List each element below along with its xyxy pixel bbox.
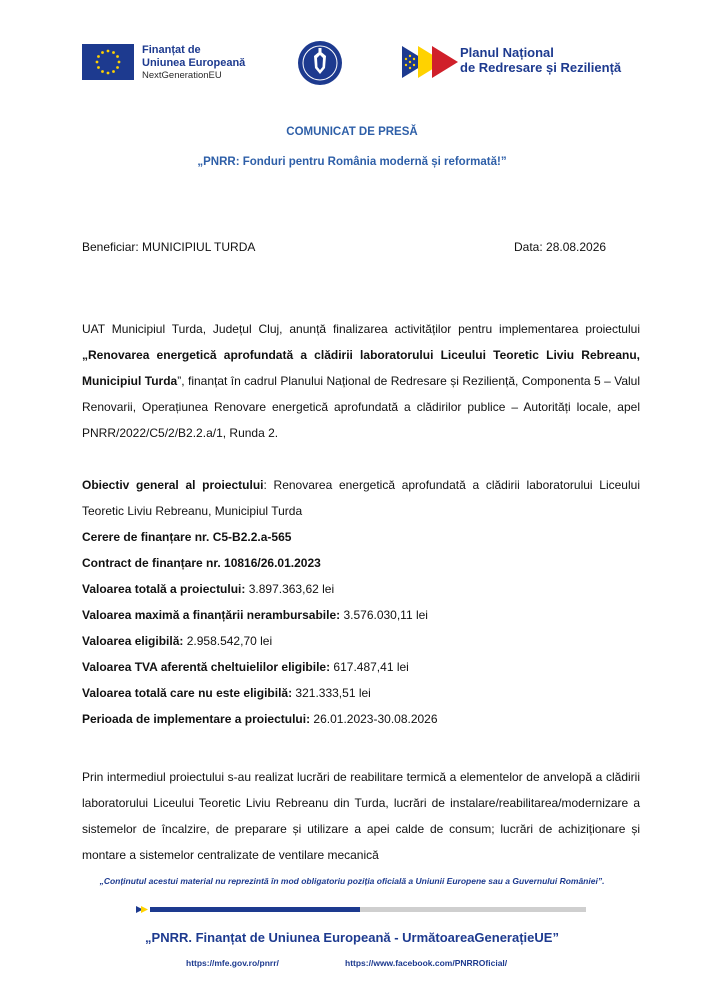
eu-star-icon [97, 55, 100, 58]
romanian-government-seal-icon [297, 40, 343, 86]
detail-label: Cerere de finanțare nr. C5-B2.2.a-565 [82, 530, 292, 544]
detail-row [82, 680, 640, 706]
pnrr-logo-line1: Planul Național [460, 45, 554, 60]
eu-logo-line1: Finanțat de [142, 44, 201, 56]
footer-slogan: „PNRR. Finanțat de Uniunea Europeană - UrmătoareaGenerațieUE” [145, 930, 559, 945]
eu-star-icon [116, 66, 119, 69]
project-details [82, 472, 640, 732]
eu-star-icon [101, 51, 104, 54]
detail-value: 617.487,41 lei [330, 660, 409, 674]
project-name: „Renovarea energetică aprofundată a clădirii laboratorului Liceului Teoretic Liviu Rebreanu, Municipiul Turda [82, 348, 640, 388]
eu-star-icon [118, 61, 121, 64]
intro-text-part1: UAT Municipiul Turda, Județul Cluj, anunță finalizarea activităților pentru implementarea proiectului [82, 322, 640, 336]
detail-value: : Renovarea energetică aprofundată a clădirii laboratorului Liceului Teoretic Liviu Rebreanu, Municipiul Turda [82, 478, 640, 518]
footer-disclaimer: „Conținutul acestui material nu reprezintă în mod obligatoriu poziția oficială a Uniunii Europene sau a Guvernului României”. [99, 876, 605, 886]
footer-divider-bar [136, 906, 586, 913]
pnrr-logo-line2: de Redresare și Reziliență [460, 60, 622, 75]
eu-logo-line3: NextGenerationEU [142, 70, 222, 81]
eu-star-icon [107, 72, 110, 75]
intro-paragraph [82, 316, 640, 446]
detail-value: 321.333,51 lei [292, 686, 371, 700]
facebook-page-link[interactable]: https://www.facebook.com/PNRROficial/ [345, 958, 508, 968]
press-release-subtitle: „PNRR: Fonduri pentru România modernă și reformată!” [197, 156, 507, 168]
mfe-website-link[interactable]: https://mfe.gov.ro/pnrr/ [186, 958, 279, 968]
document-header [0, 40, 704, 90]
detail-row [82, 706, 640, 732]
eu-star-icon [116, 55, 119, 58]
detail-row [82, 654, 640, 680]
detail-label: Valoarea totală care nu este eligibilă: [82, 686, 293, 700]
intro-text-part2: ”, finanțat în cadrul Planului Național de Redresare și Reziliență, Componenta 5 – Valul Renovarii, Operațiunea Renovare energetică aprofundată a clădirilor publice – Autorități locale, apel PNRR/2022/C5/2/B2.2.a/1, Runda 2. [82, 374, 640, 440]
detail-value: 3.897.363,62 lei [245, 582, 335, 596]
detail-label: Contract de finanțare nr. 10816/26.01.2023 [82, 556, 321, 570]
detail-label: Perioada de implementare a proiectului: [82, 712, 311, 726]
detail-label: Obiectiv general al proiectului [82, 478, 264, 492]
eu-flag-icon [82, 44, 134, 80]
press-release-title: COMUNICAT DE PRESĂ [286, 126, 418, 138]
detail-row [82, 602, 640, 628]
detail-label: Valoarea maximă a finanțării nerambursabile: [82, 608, 341, 622]
eu-star-icon [107, 50, 110, 53]
detail-row [82, 550, 640, 576]
detail-row [82, 472, 640, 524]
eu-star-icon [97, 66, 100, 69]
detail-value: 3.576.030,11 lei [340, 608, 428, 622]
beneficiary: Beneficiar: MUNICIPIUL TURDA [82, 240, 256, 254]
detail-row [82, 628, 640, 654]
eu-star-icon [101, 70, 104, 73]
pnrr-arrows-icon [402, 46, 458, 78]
detail-label: Valoarea totală a proiectului: [82, 582, 246, 596]
footer-arrow-icon [136, 906, 150, 913]
detail-label: Valoarea eligibilă: [82, 634, 184, 648]
detail-value: 2.958.542,70 lei [183, 634, 273, 648]
eu-star-icon [112, 51, 115, 54]
release-date: Data: 28.08.2026 [514, 240, 607, 254]
detail-label: Valoarea TVA aferentă cheltuielilor eligibile: [82, 660, 331, 674]
eu-logo-line2: Uniunea Europeană [142, 57, 246, 69]
detail-value: 26.01.2023-30.08.2026 [310, 712, 438, 726]
detail-row [82, 576, 640, 602]
body-paragraph: Prin intermediul proiectului s-au realizat lucrări de reabilitare termică a elementelor de anvelopă a clădirii laboratorului Liceului Teoretic Liviu Rebreanu din Turda, lucrări de instalare/reabilitarea/modernizare a sistemelor de încalzire, de preparare și utilizare a apei calde de consum; lucrări de achiziționare și montare a sistemelor centralizate de ventilare mecanică [82, 770, 640, 862]
eu-star-icon [96, 61, 99, 64]
eu-star-icon [112, 70, 115, 73]
detail-row [82, 524, 640, 550]
